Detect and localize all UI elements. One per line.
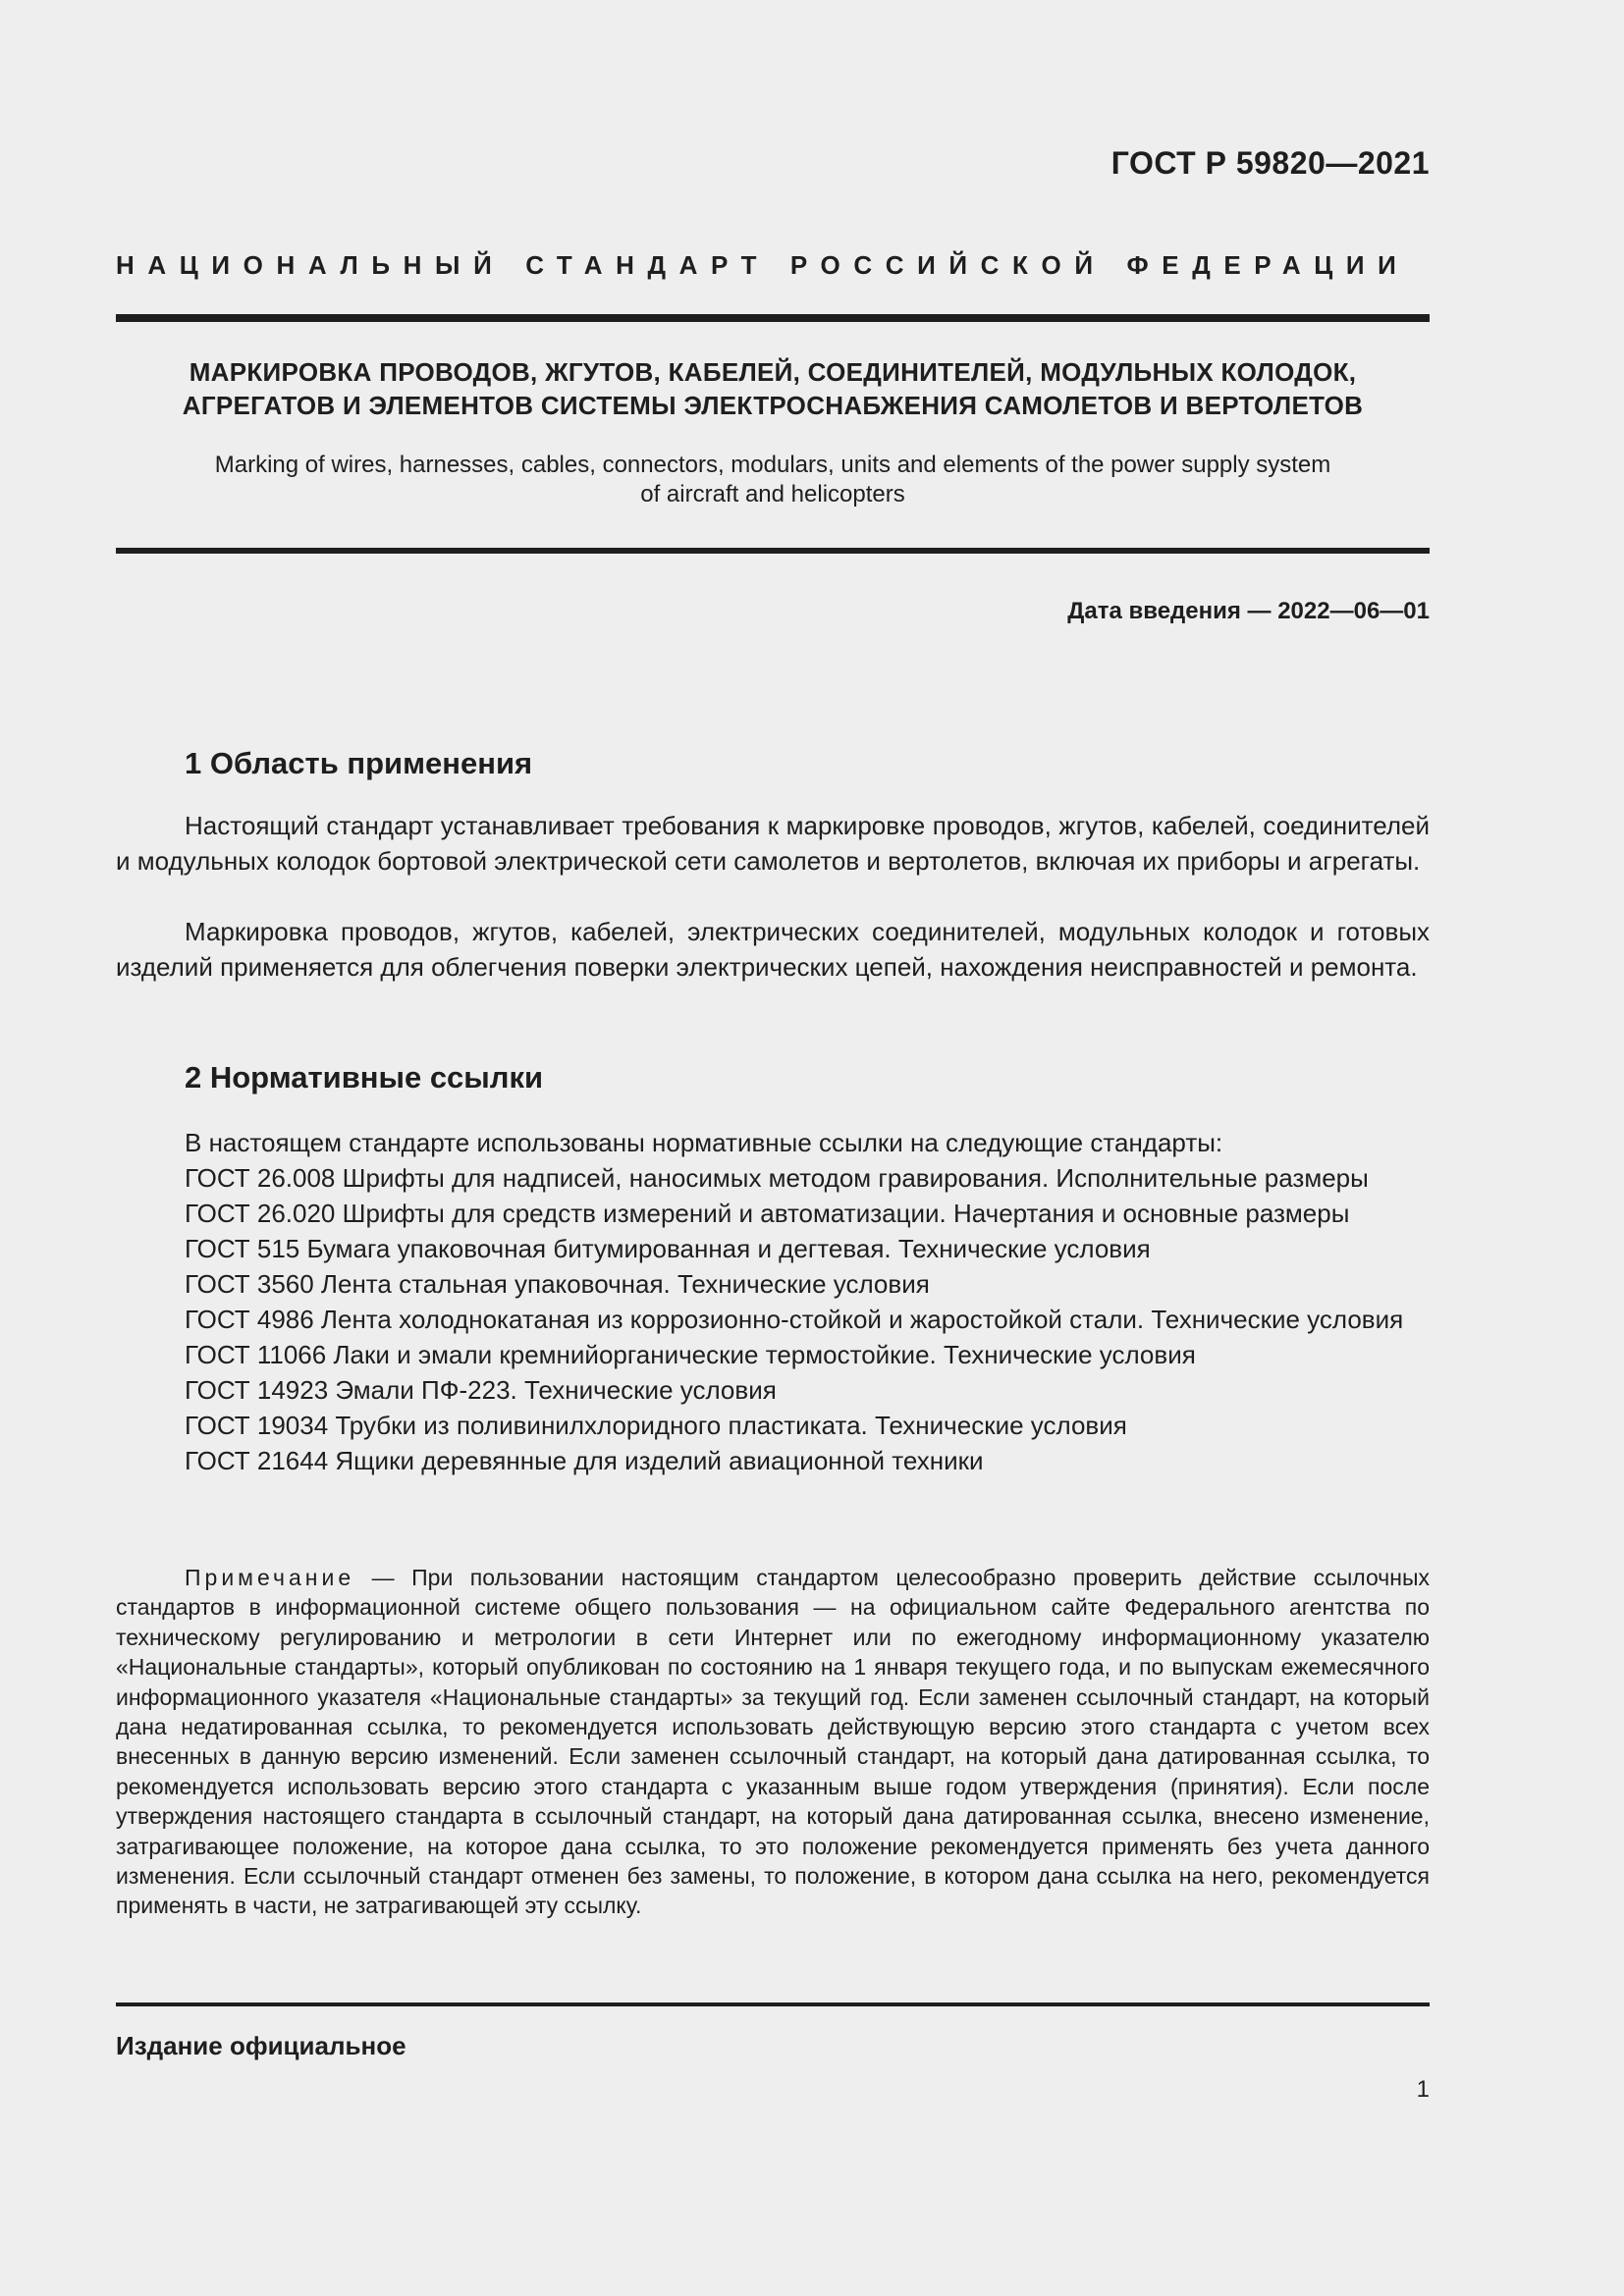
note-text: — При пользовании настоящим стандартом целесообразно проверить действие ссылочных стандартов в информационной системе общего пользования — на официальном сайте Федерального агентства по техническому регулированию и метрологии в сети Интернет или по ежегодному информационному указателю «Национальные стандарты», который опубликован по состоянию на 1 января текущего года, и по выпускам ежемесячного информационного указателя «Национальные стандарты» за текущий год. Если заменен ссылочный стандарт, на который дана недатированная ссылка, то рекомендуется использовать действующую версию этого стандарта с учетом всех внесенных в данную версию изменений. Если заменен ссылочный стандарт, на который дана датированная ссылка, то рекомендуется использовать версию этого стандарта с указанным выше годом утверждения (принятия). Если после утверждения настоящего стандарта в ссылочный стандарт, на который дана датированная ссылка, внесено изменение, затрагивающее положение, на которое дана ссылка, то это положение рекомендуется применять без учета данного изменения. Если ссылочный стандарт отменен без замены, то положение, в котором дана ссылка на него, рекомендуется применять в части, не затрагивающей эту ссылку.	[116, 1565, 1430, 1919]
reference-item: ГОСТ 515 Бумага упаковочная битумированная и дегтевая. Технические условия	[185, 1234, 1151, 1263]
title-en-line-2: of aircraft and helicopters	[640, 481, 905, 507]
introduction-date: Дата введения — 2022—06—01	[1067, 598, 1430, 624]
national-standard-heading: НАЦИОНАЛЬНЫЙ СТАНДАРТ РОССИЙСКОЙ ФЕДЕРАЦИИ	[116, 250, 1410, 280]
section-2-heading: 2 Нормативные ссылки	[185, 1060, 544, 1095]
reference-item: ГОСТ 4986 Лента холоднокатаная из коррозионно-стойкой и жаростойкой стали. Технические условия	[185, 1305, 1404, 1334]
title-divider	[116, 548, 1430, 554]
references-list	[116, 1125, 1430, 1478]
references-note	[116, 1563, 1430, 1921]
section-1-heading: 1 Область применения	[185, 746, 533, 780]
page-number: 1	[1416, 2076, 1430, 2103]
title-en-line-1: Marking of wires, harnesses, cables, connectors, modulars, units and elements of the power supply system	[214, 452, 1331, 478]
document-title-ru	[116, 355, 1430, 422]
reference-item: ГОСТ 21644 Ящики деревянные для изделий авиационной техники	[185, 1446, 984, 1475]
section-1-paragraph-1: Настоящий стандарт устанавливает требования к маркировке проводов, жгутов, кабелей, соединителей и модульных колодок бортовой электрической сети самолетов и вертолетов, включая их приборы и агрегаты.	[116, 811, 1430, 876]
footer-divider	[116, 2002, 1430, 2006]
reference-item: ГОСТ 14923 Эмали ПФ-223. Технические условия	[185, 1375, 777, 1405]
section-1-paragraph-2: Маркировка проводов, жгутов, кабелей, электрических соединителей, модульных колодок и готовых изделий применяется для облегчения поверки электрических цепей, нахождения неисправностей и ремонта.	[116, 917, 1430, 982]
official-edition-label: Издание официальное	[116, 2031, 406, 2060]
reference-item: ГОСТ 3560 Лента стальная упаковочная. Технические условия	[185, 1269, 930, 1299]
reference-item: ГОСТ 26.008 Шрифты для надписей, наносимых методом гравирования. Исполнительные размеры	[185, 1163, 1369, 1193]
standard-number: ГОСТ Р 59820—2021	[1110, 145, 1430, 181]
references-intro: В настоящем стандарте использованы нормативные ссылки на следующие стандарты:	[185, 1128, 1223, 1157]
reference-item: ГОСТ 11066 Лаки и эмали кремнийорганические термостойкие. Технические условия	[185, 1340, 1196, 1369]
title-ru-line-1: МАРКИРОВКА ПРОВОДОВ, ЖГУТОВ, КАБЕЛЕЙ, СОЕДИНИТЕЛЕЙ, МОДУЛЬНЫХ КОЛОДОК,	[189, 357, 1357, 387]
title-ru-line-2: АГРЕГАТОВ И ЭЛЕМЕНТОВ СИСТЕМЫ ЭЛЕКТРОСНАБЖЕНИЯ САМОЛЕТОВ И ВЕРТОЛЕТОВ	[182, 391, 1364, 420]
header-divider	[116, 314, 1430, 322]
reference-item: ГОСТ 26.020 Шрифты для средств измерений и автоматизации. Начертания и основные размеры	[185, 1199, 1350, 1228]
reference-item: ГОСТ 19034 Трубки из поливинилхлоридного пластиката. Технические условия	[185, 1411, 1127, 1440]
note-label: Примечание	[185, 1565, 355, 1590]
document-title-en	[116, 451, 1430, 509]
